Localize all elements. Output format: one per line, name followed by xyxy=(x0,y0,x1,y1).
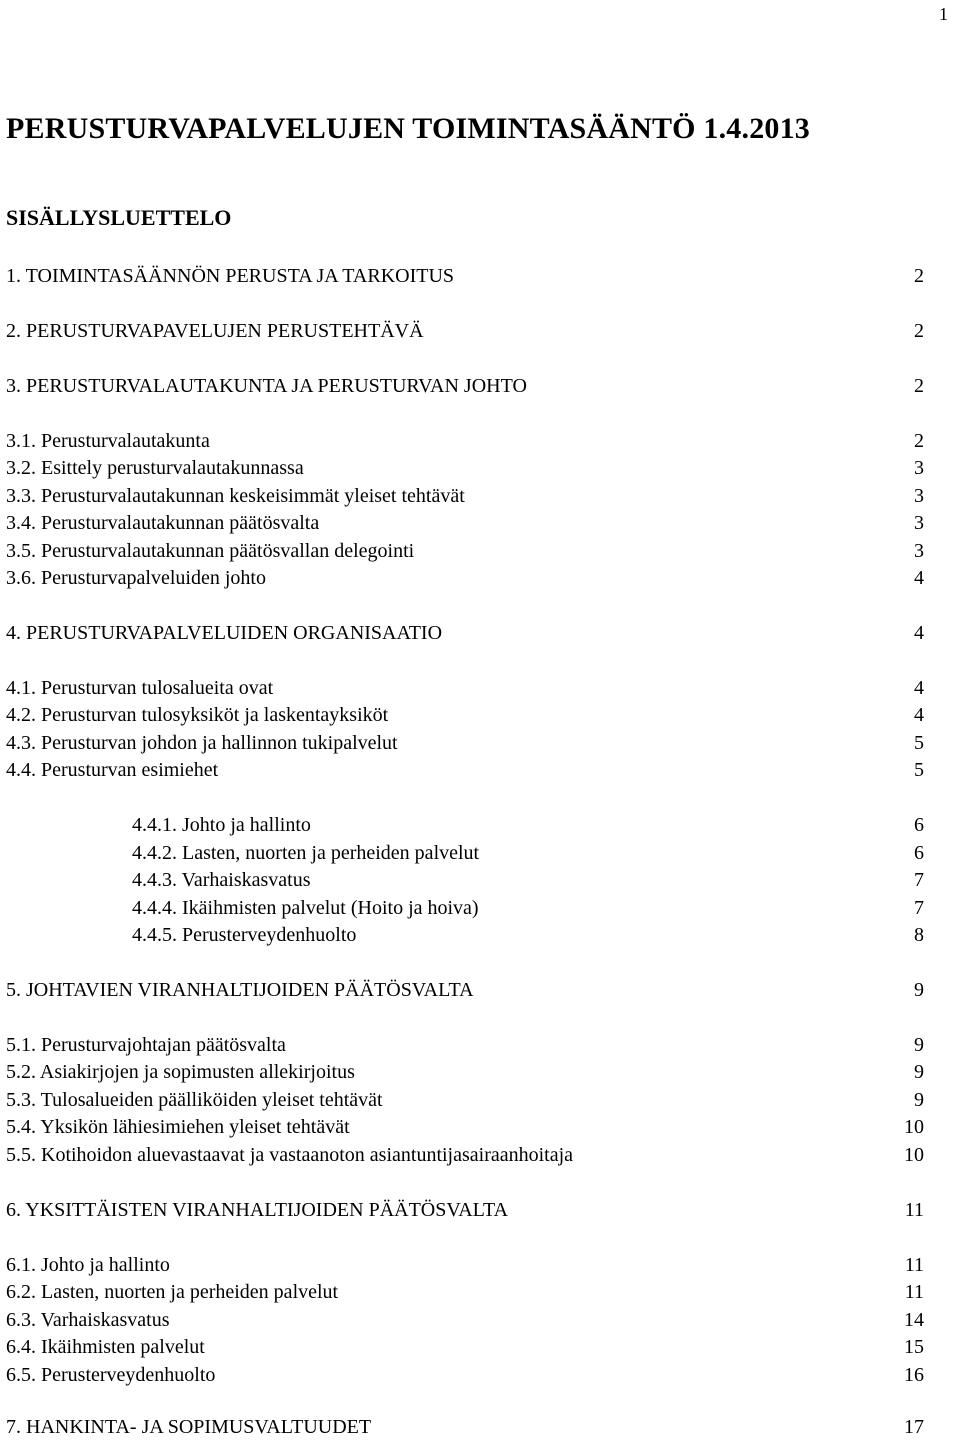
toc-entry-text: 1. TOIMINTASÄÄNNÖN PERUSTA JA TARKOITUS xyxy=(6,265,455,287)
toc-entry[interactable] xyxy=(0,509,960,537)
toc-entry-text: 5. JOHTAVIEN VIRANHALTIJOIDEN PÄÄTÖSVALTA xyxy=(6,979,474,1001)
toc-entry-page: 2 xyxy=(914,430,924,452)
toc-entry[interactable] xyxy=(0,1196,960,1224)
toc-entry[interactable] xyxy=(0,564,960,592)
toc-entry-page: 11 xyxy=(904,1281,924,1303)
toc-entry-page: 3 xyxy=(914,485,924,507)
toc-entry-text: 3. PERUSTURVALAUTAKUNTA JA PERUSTURVAN JOHTO xyxy=(6,375,527,397)
toc-entry-text: 7. HANKINTA- JA SOPIMUSVALTUUDET xyxy=(6,1416,372,1438)
toc-entry-page: 3 xyxy=(914,540,924,562)
toc-entry[interactable] xyxy=(0,317,960,345)
toc-entry-text: 6.4. Ikäihmisten palvelut xyxy=(6,1336,205,1358)
toc-entry-text: 5.1. Perusturvajohtajan päätösvalta xyxy=(6,1034,286,1056)
document-title: PERUSTURVAPALVELUJEN TOIMINTASÄÄNTÖ 1.4.2013 xyxy=(6,112,811,145)
toc-entry[interactable] xyxy=(0,1113,960,1141)
toc-entry-page: 6 xyxy=(914,842,924,864)
toc-entry-text: 6.2. Lasten, nuorten ja perheiden palvelut xyxy=(6,1281,339,1303)
toc-entry-text: 3.2. Esittely perusturvalautakunnassa xyxy=(6,457,304,479)
toc-entry[interactable] xyxy=(0,1031,960,1059)
toc-entry-text: 3.3. Perusturvalautakunnan keskeisimmät yleiset tehtävät xyxy=(6,485,465,507)
toc-entry[interactable] xyxy=(0,372,960,400)
toc-entry-text: 4.4.2. Lasten, nuorten ja perheiden palvelut xyxy=(132,842,480,864)
toc-entry[interactable] xyxy=(0,674,960,702)
toc-entry-text: 4.3. Perusturvan johdon ja hallinnon tukipalvelut xyxy=(6,732,398,754)
toc-entry-text: 4.2. Perusturvan tulosyksiköt ja laskentayksiköt xyxy=(6,704,389,726)
toc-entry[interactable] xyxy=(0,619,960,647)
toc-entry-page: 11 xyxy=(904,1254,924,1276)
toc-entry[interactable] xyxy=(0,976,960,1004)
toc-entry[interactable] xyxy=(0,894,960,922)
toc-entry-page: 11 xyxy=(904,1199,924,1221)
toc-entry-text: 3.4. Perusturvalautakunnan päätösvalta xyxy=(6,512,320,534)
toc-heading: SISÄLLYSLUETTELO xyxy=(6,205,232,230)
toc-entry-text: 4.4.3. Varhaiskasvatus xyxy=(132,869,311,891)
toc-entry[interactable] xyxy=(0,427,960,455)
toc-entry[interactable] xyxy=(0,811,960,839)
toc-entry-text: 3.6. Perusturvapalveluiden johto xyxy=(6,567,266,589)
toc-entry-page: 4 xyxy=(914,704,924,726)
toc-entry-text: 2. PERUSTURVAPAVELUJEN PERUSTEHTÄVÄ xyxy=(6,320,424,342)
toc-entry-text: 5.2. Asiakirjojen ja sopimusten allekirjoitus xyxy=(6,1061,355,1083)
toc-entry-page: 9 xyxy=(914,1034,924,1056)
toc-entry[interactable] xyxy=(0,262,960,290)
toc-entry-page: 7 xyxy=(914,897,924,919)
toc-entry-text: 5.5. Kotihoidon aluevastaavat ja vastaanoton asiantuntijasairaanhoitaja xyxy=(6,1144,574,1166)
toc-entry-page: 6 xyxy=(914,814,924,836)
toc-entry-page: 8 xyxy=(914,924,924,946)
toc-entry[interactable] xyxy=(0,1251,960,1279)
toc-entry[interactable] xyxy=(0,1413,960,1441)
toc-entry-text: 4.1. Perusturvan tulosalueita ovat xyxy=(6,677,274,699)
toc-entry-page: 9 xyxy=(914,1089,924,1111)
toc-entry-page: 4 xyxy=(914,677,924,699)
toc-entry-page: 9 xyxy=(914,1061,924,1083)
toc-entry-text: 6.1. Johto ja hallinto xyxy=(6,1254,170,1276)
toc-entry-text: 4. PERUSTURVAPALVELUIDEN ORGANISAATIO xyxy=(6,622,443,644)
toc-entry[interactable] xyxy=(0,1141,960,1169)
toc-entry[interactable] xyxy=(0,839,960,867)
toc-entry[interactable] xyxy=(0,537,960,565)
toc-entry[interactable] xyxy=(0,482,960,510)
toc-entry[interactable] xyxy=(0,756,960,784)
toc-entry-page: 3 xyxy=(914,457,924,479)
toc-entry[interactable] xyxy=(0,729,960,757)
toc-entry-page: 4 xyxy=(914,567,924,589)
toc-entry-page: 2 xyxy=(914,375,924,397)
toc-entry[interactable] xyxy=(0,1333,960,1361)
toc-entry[interactable] xyxy=(0,1278,960,1306)
toc-entry[interactable] xyxy=(0,1306,960,1334)
toc-entry-text: 3.5. Perusturvalautakunnan päätösvallan delegointi xyxy=(6,540,415,562)
toc-entry[interactable] xyxy=(0,701,960,729)
toc-entry-text: 4.4.4. Ikäihmisten palvelut (Hoito ja hoiva) xyxy=(132,897,479,919)
toc-entry-text: 5.3. Tulosalueiden päälliköiden yleiset tehtävät xyxy=(6,1089,383,1111)
toc-entry-text: 3.1. Perusturvalautakunta xyxy=(6,430,210,452)
toc-entry-page: 15 xyxy=(904,1336,924,1358)
toc-entry-page: 14 xyxy=(904,1309,924,1331)
toc-entry-page: 17 xyxy=(904,1416,924,1438)
toc-entry-page: 5 xyxy=(914,732,924,754)
toc-entry-page: 9 xyxy=(914,979,924,1001)
toc-entry[interactable] xyxy=(0,1058,960,1086)
toc-entry-page: 3 xyxy=(914,512,924,534)
toc-entry[interactable] xyxy=(0,921,960,949)
toc-entry[interactable] xyxy=(0,1361,960,1389)
toc-entry-page: 4 xyxy=(914,622,924,644)
toc-entry-text: 6.3. Varhaiskasvatus xyxy=(6,1309,170,1331)
toc-entry[interactable] xyxy=(0,866,960,894)
toc-entry-text: 6.5. Perusterveydenhuolto xyxy=(6,1364,216,1386)
toc-entry-page: 10 xyxy=(904,1116,924,1138)
toc-entry-page: 10 xyxy=(904,1144,924,1166)
toc-entry-page: 5 xyxy=(914,759,924,781)
toc-entry-text: 6. YKSITTÄISTEN VIRANHALTIJOIDEN PÄÄTÖSVALTA xyxy=(6,1199,509,1221)
toc-entry-page: 7 xyxy=(914,869,924,891)
toc-entry-text: 5.4. Yksikön lähiesimiehen yleiset tehtävät xyxy=(6,1116,350,1138)
toc-entry-page: 2 xyxy=(914,265,924,287)
page-number: 1 xyxy=(939,4,948,24)
toc-entry-page: 16 xyxy=(904,1364,924,1386)
toc-entry[interactable] xyxy=(0,454,960,482)
toc-entry-text: 4.4.1. Johto ja hallinto xyxy=(132,814,311,836)
toc-entry-text: 4.4.5. Perusterveydenhuolto xyxy=(132,924,357,946)
toc-entry[interactable] xyxy=(0,1086,960,1114)
toc-entry-text: 4.4. Perusturvan esimiehet xyxy=(6,759,219,781)
toc-entry-page: 2 xyxy=(914,320,924,342)
